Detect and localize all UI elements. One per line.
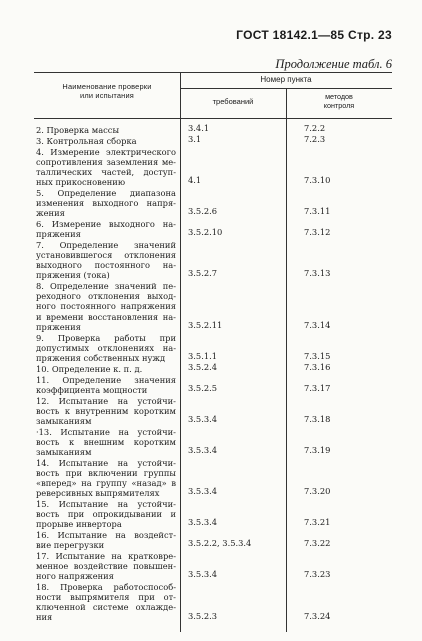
- table-row-requirement-clause: 3.5.2.3: [188, 610, 218, 621]
- table-row-method-clause: 7.3.10: [304, 175, 331, 186]
- table-continuation-label: Продолжение табл. 6: [275, 57, 392, 71]
- table-row-test-name: [36, 364, 176, 374]
- table-row-method-clause: 7.3.15: [304, 350, 331, 361]
- test-name-line: 3. Контрольная сборка: [36, 135, 137, 146]
- test-name-line: 8. Определение значений пе-: [36, 281, 176, 292]
- table-row-method-clause: 7.3.19: [304, 444, 331, 455]
- table-row-requirement-clause: 3.5.3.4: [188, 413, 218, 424]
- test-name-line: сопротивления заземления ме-: [36, 156, 176, 167]
- table-row-method-clause: 7.3.16: [304, 361, 331, 372]
- test-name-line: 17. Испытание на кратковре-: [36, 551, 176, 562]
- table-row-method-clause: 7.3.13: [304, 268, 331, 279]
- test-name-line: ных прикосновению: [36, 177, 126, 188]
- table-row-requirement-clause: 3.1: [188, 133, 202, 144]
- column-header-test-name: [34, 82, 180, 100]
- test-name-line: пряжения: [36, 229, 81, 240]
- test-name-line: ·13. Испытание на устойчи-: [36, 426, 176, 437]
- table-row-method-clause: 7.3.24: [304, 610, 331, 621]
- table-row-requirement-clause: 3.5.2.2, 3.5.3.4: [188, 538, 252, 549]
- test-name-line: ного напряжения: [36, 571, 114, 582]
- test-name-line: прорыве инвертора: [36, 519, 122, 530]
- test-name-line: допустимых отклонениях на-: [36, 342, 176, 353]
- table-row-requirement-clause: 3.5.2.10: [188, 227, 223, 238]
- table-header-bottom-border: [34, 118, 392, 119]
- test-name-line: 5. Определение диапазона: [36, 188, 176, 198]
- table-row-test-name: [36, 375, 176, 395]
- table-row-requirement-clause: 4.1: [188, 175, 202, 186]
- test-name-line: реходного отклонения выход-: [36, 291, 176, 302]
- test-name-line: вость к внешним коротким: [36, 436, 176, 447]
- table-row-method-clause: 7.3.17: [304, 382, 331, 393]
- table-row-requirement-clause: 3.5.2.5: [188, 382, 218, 393]
- table-row-test-name: [36, 530, 176, 550]
- test-name-line: менное воздействие повышен-: [36, 561, 176, 572]
- table-column-divider: [286, 88, 287, 632]
- table-row-method-clause: 7.3.18: [304, 413, 331, 424]
- table-row-test-name: [36, 427, 176, 457]
- table-row-requirement-clause: 3.4.1: [188, 123, 210, 133]
- test-name-line: и времени восстановления на-: [36, 311, 176, 322]
- table-row-method-clause: 7.2.2: [304, 123, 326, 133]
- test-name-line: ния: [36, 612, 53, 623]
- test-name-line: ного постоянного напряжения: [36, 301, 176, 312]
- test-name-line: 14. Испытание на устойчи-: [36, 457, 176, 468]
- test-name-line: замыканиям: [36, 415, 92, 426]
- test-name-line: 2. Проверка массы: [36, 125, 120, 135]
- column-header-requirements: требований: [212, 97, 254, 106]
- table-row-method-clause: 7.3.14: [304, 319, 331, 330]
- table-row-requirement-clause: 3.5.2.4: [188, 361, 218, 372]
- test-name-line: вие перегрузки: [36, 540, 105, 551]
- test-name-line: жения: [36, 208, 65, 219]
- test-name-line: ности выпрямителя при от-: [36, 592, 176, 603]
- column-header-methods: [286, 92, 392, 110]
- test-name-line: пряжения: [36, 321, 81, 332]
- test-name-line: пряжения собственных нужд: [36, 352, 166, 363]
- table-row-test-name: [36, 333, 176, 363]
- header-line: методов: [325, 92, 353, 101]
- table-column-divider: [180, 72, 181, 632]
- test-name-line: таллических частей, доступ-: [36, 166, 176, 177]
- test-name-line: 7. Определение значений: [36, 240, 176, 251]
- table-row-requirement-clause: 3.5.2.7: [188, 268, 218, 279]
- test-name-line: вость к внутренним коротким: [36, 405, 176, 416]
- table-row-test-name: [36, 458, 176, 498]
- table-row-test-name: [36, 240, 176, 280]
- test-name-line: 15. Испытание на устойчи-: [36, 499, 176, 509]
- test-name-line: 4. Измерение электрического: [36, 146, 176, 157]
- table-row-test-name: [36, 219, 176, 239]
- table-row-requirement-clause: 3.5.1.1: [188, 350, 218, 361]
- table-row-test-name: [36, 396, 176, 426]
- table-row-method-clause: 7.3.23: [304, 569, 331, 580]
- table-row-test-name: [36, 551, 176, 581]
- test-name-line: ключенной системе охлажде-: [36, 602, 176, 613]
- column-group-header-clause-number: Номер пункта: [260, 75, 312, 84]
- table-row-test-name: [36, 499, 176, 529]
- table-row-method-clause: 7.2.3: [304, 133, 326, 144]
- table-row-test-name: [36, 136, 176, 146]
- header-line: Наименование проверки: [62, 82, 152, 91]
- table-row-test-name: [36, 188, 176, 218]
- test-name-line: замыканиям: [36, 446, 92, 457]
- test-name-line: установившегося отклонения: [36, 250, 176, 261]
- test-name-line: 18. Проверка работоспособ-: [36, 582, 176, 593]
- table-row-requirement-clause: 3.5.3.4: [188, 517, 218, 528]
- table-row-requirement-clause: 3.5.3.4: [188, 569, 218, 580]
- table-row-test-name: [36, 147, 176, 187]
- test-name-line: вость при включении группы: [36, 467, 176, 478]
- table-row-method-clause: 7.3.20: [304, 486, 331, 497]
- table-row-requirement-clause: 3.5.2.11: [188, 319, 223, 330]
- table-row-method-clause: 7.3.11: [304, 206, 331, 217]
- table-row-test-name: [36, 582, 176, 622]
- table-row-test-name: [36, 281, 176, 331]
- table-row-method-clause: 7.3.12: [304, 227, 331, 238]
- test-name-line: изменения выходного напря-: [36, 198, 176, 209]
- test-name-line: 16. Испытание на воздейст-: [36, 530, 176, 541]
- test-name-line: 10. Определение к. п. д.: [36, 363, 143, 374]
- test-name-line: реверсивных выпрямителях: [36, 488, 160, 499]
- table-top-border: [34, 72, 392, 73]
- table-6: [34, 72, 392, 632]
- table-row-method-clause: 7.3.21: [304, 517, 331, 528]
- test-name-line: пряжения (тока): [36, 270, 110, 281]
- table-row-requirement-clause: 3.5.3.4: [188, 444, 218, 455]
- table-row-test-name: [36, 125, 176, 135]
- test-name-line: 9. Проверка работы при: [36, 332, 176, 343]
- test-name-line: «вперед» на группу «назад» в: [36, 477, 176, 488]
- test-name-line: 11. Определение значения: [36, 374, 176, 385]
- table-row-method-clause: 7.3.22: [304, 538, 331, 549]
- page-header: ГОСТ 18142.1—85 Стр. 23: [236, 28, 392, 42]
- table-row-requirement-clause: 3.5.3.4: [188, 486, 218, 497]
- table-row-requirement-clause: 3.5.2.6: [188, 206, 218, 217]
- test-name-line: вость при опрокидывании и: [36, 509, 176, 520]
- test-name-line: коэффициента мощности: [36, 384, 148, 395]
- header-line: контроля: [323, 101, 355, 110]
- test-name-line: 6. Измерение выходного на-: [36, 219, 176, 230]
- test-name-line: выходного постоянного на-: [36, 260, 176, 271]
- test-name-line: 12. Испытание на устойчи-: [36, 395, 176, 406]
- header-line: или испытания: [80, 91, 134, 100]
